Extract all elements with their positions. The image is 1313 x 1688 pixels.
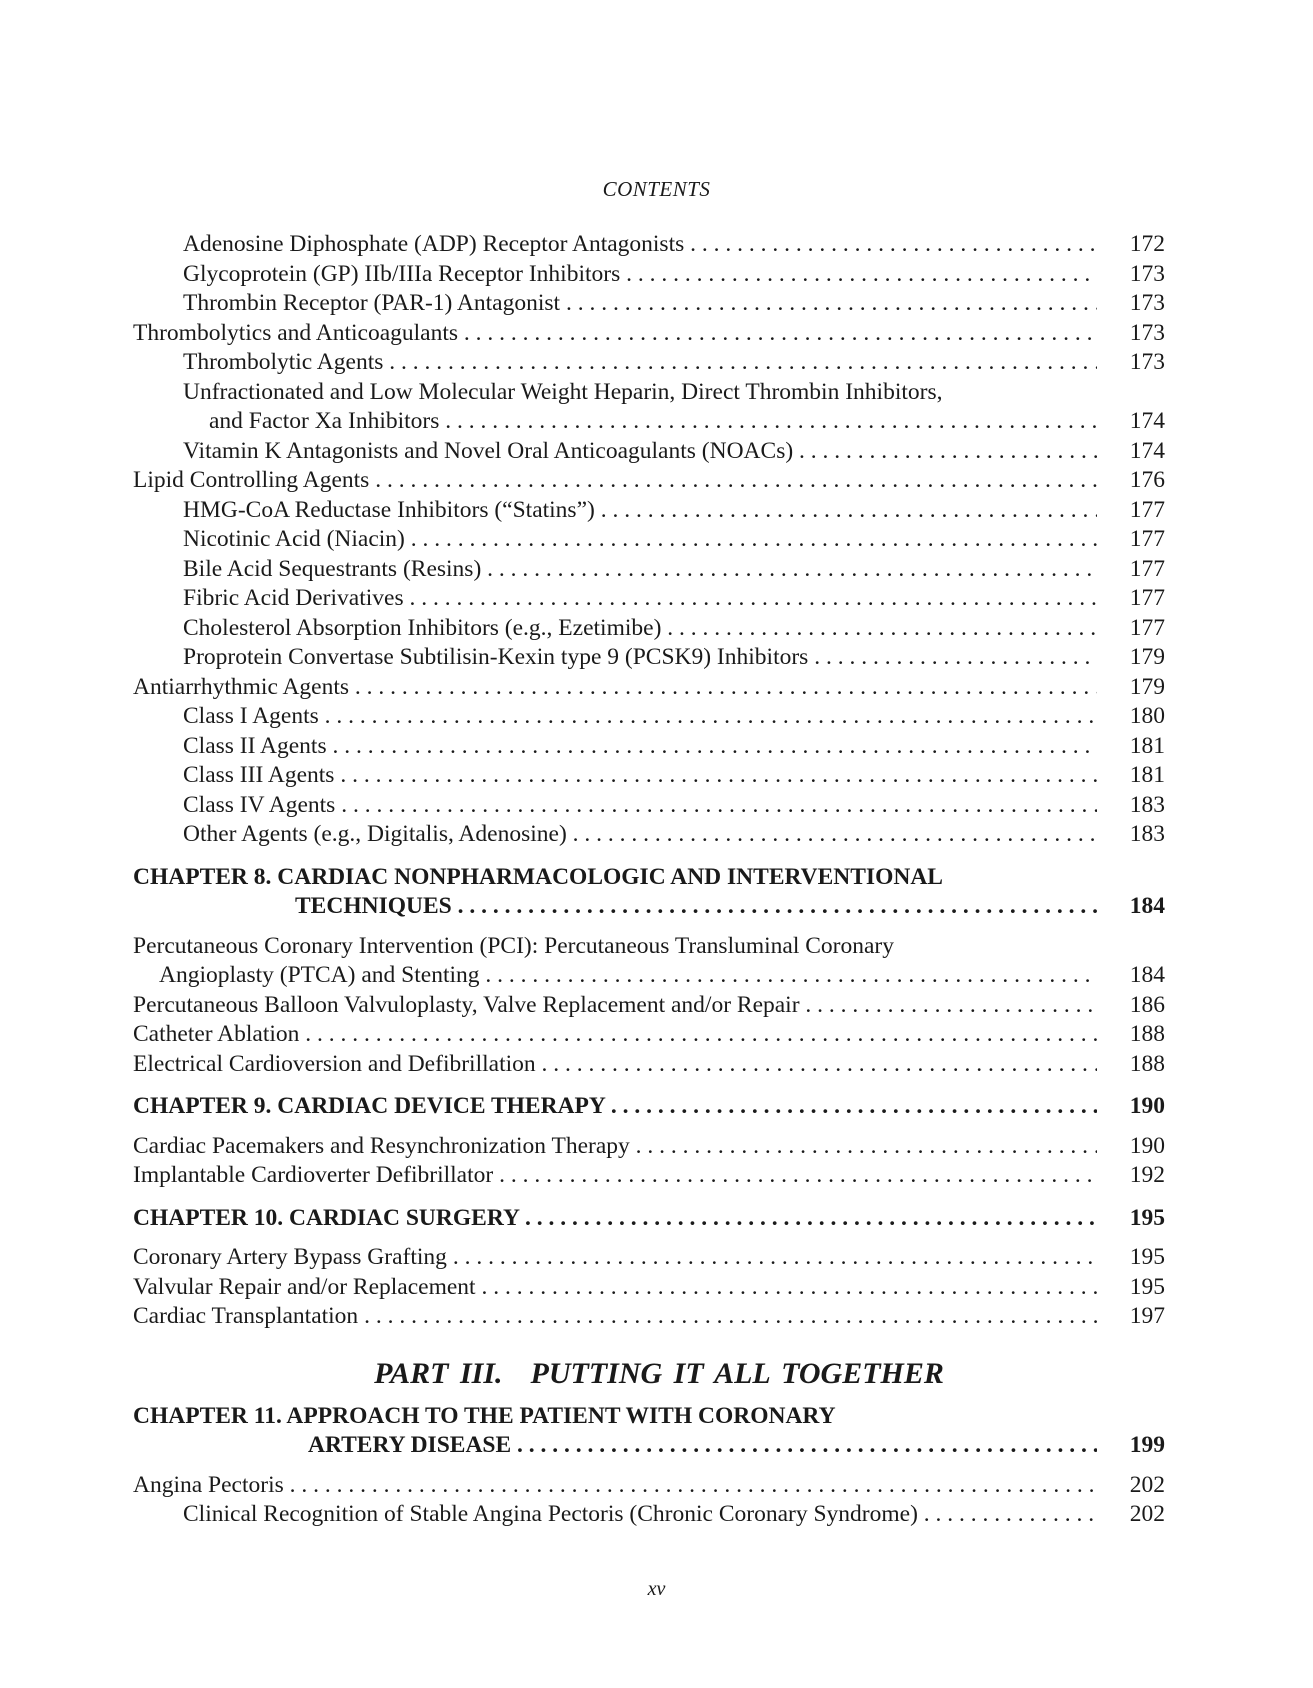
toc-entry-page: 188 xyxy=(1129,1021,1165,1047)
toc-entry xyxy=(133,230,1165,260)
toc-chapter-page: 190 xyxy=(1129,1093,1165,1119)
toc-entry-title: Clinical Recognition of Stable Angina Pectoris (Chronic Coronary Syndrome) . . . xyxy=(133,1500,1097,1530)
toc-chapter-page: 184 xyxy=(1129,893,1165,919)
toc-section xyxy=(133,466,1165,496)
toc-entry-page: 195 xyxy=(1129,1273,1165,1300)
toc-chapter-heading xyxy=(133,863,1165,893)
toc-entry-page: 202 xyxy=(1129,1471,1165,1498)
toc-entry xyxy=(133,407,1165,437)
toc-entry-title: and Factor Xa Inhibitors . . . xyxy=(133,407,1097,437)
toc-chapter-heading xyxy=(133,1204,1165,1234)
toc-entry-page: 179 xyxy=(1129,644,1165,670)
toc-section xyxy=(133,1132,1165,1162)
toc-entry-page: 176 xyxy=(1129,467,1165,493)
toc-entry-title: Glycoprotein (GP) IIb/IIIa Receptor Inhibitors . . . xyxy=(133,260,1097,290)
toc-entry-page: 192 xyxy=(1129,1162,1165,1188)
part-heading xyxy=(133,1352,1165,1396)
toc-entry xyxy=(133,525,1165,555)
toc-section xyxy=(133,673,1165,703)
toc-entry xyxy=(133,820,1165,850)
toc-entry-page: 177 xyxy=(1129,526,1165,552)
part-label: PART III. xyxy=(374,1356,503,1390)
toc-entry-page: 177 xyxy=(1129,555,1165,582)
toc-entry-title: Thrombolytic Agents . . . xyxy=(133,348,1097,378)
toc-entry xyxy=(133,555,1165,585)
toc-entry-page: 179 xyxy=(1129,673,1165,700)
toc-entry-page: 173 xyxy=(1129,260,1165,287)
toc-entry xyxy=(133,496,1165,526)
toc-entry-title: Electrical Cardioversion and Defibrillation . . . xyxy=(133,1050,1097,1080)
toc-chapter-title: ARTERY DISEASE . . . xyxy=(133,1431,1097,1461)
toc-section xyxy=(133,1302,1165,1332)
toc-entry-title: Antiarrhythmic Agents . . . xyxy=(133,673,1097,703)
toc-entry-title: Class II Agents . . . xyxy=(133,732,1097,762)
toc-entry xyxy=(133,702,1165,732)
toc-entry xyxy=(133,732,1165,762)
toc-entry-title: Cardiac Pacemakers and Resynchronization Therapy . . . xyxy=(133,1132,1097,1162)
toc-entry xyxy=(133,761,1165,791)
toc-chapter-heading xyxy=(133,1402,1165,1432)
toc-chapter-title: CHAPTER 9. CARDIAC DEVICE THERAPY . . . xyxy=(133,1092,1097,1122)
table-of-contents xyxy=(133,230,1165,1530)
toc-entry-page: 197 xyxy=(1129,1303,1165,1329)
toc-entry-title: Vitamin K Antagonists and Novel Oral Anticoagulants (NOACs) . . . xyxy=(133,437,1097,467)
toc-entry-title: Cholesterol Absorption Inhibitors (e.g., Ezetimibe) . . . xyxy=(133,614,1097,644)
toc-chapter-page: 199 xyxy=(1129,1432,1165,1458)
toc-section xyxy=(133,1161,1165,1191)
toc-entry-page: 183 xyxy=(1129,791,1165,818)
toc-entry-title: Adenosine Diphosphate (ADP) Receptor Antagonists . . . xyxy=(133,230,1097,260)
toc-entry-page: 173 xyxy=(1129,319,1165,346)
toc-entry-title: HMG-CoA Reductase Inhibitors (“Statins”) . . . xyxy=(133,496,1097,526)
toc-entry-page: 186 xyxy=(1129,991,1165,1018)
toc-entry-page: 195 xyxy=(1129,1244,1165,1270)
toc-entry-title: Coronary Artery Bypass Grafting . . . xyxy=(133,1243,1097,1273)
toc-entry-title: Fibric Acid Derivatives . . . xyxy=(133,584,1097,614)
toc-entry xyxy=(133,584,1165,614)
part-title: PUTTING IT ALL TOGETHER xyxy=(530,1356,944,1390)
toc-entry-title: Angina Pectoris . . . xyxy=(133,1471,1097,1501)
toc-entry-title: Catheter Ablation . . . xyxy=(133,1020,1097,1050)
toc-entry-page: 173 xyxy=(1129,290,1165,316)
toc-chapter-page: 195 xyxy=(1129,1204,1165,1231)
toc-entry-title: Thrombin Receptor (PAR-1) Antagonist . . . xyxy=(133,289,1097,319)
toc-entry-title: Cardiac Transplantation . . . xyxy=(133,1302,1097,1332)
toc-entry-title: Thrombolytics and Anticoagulants . . . xyxy=(133,319,1097,349)
toc-entry-title: Unfractionated and Low Molecular Weight Heparin, Direct Thrombin Inhibitors, xyxy=(183,378,943,405)
toc-section xyxy=(133,1050,1165,1080)
toc-section xyxy=(133,1471,1165,1501)
toc-section xyxy=(133,932,1165,962)
toc-entry xyxy=(133,437,1165,467)
toc-entry-title: Proprotein Convertase Subtilisin-Kexin type 9 (PCSK9) Inhibitors . . . xyxy=(133,643,1097,673)
toc-section xyxy=(133,1243,1165,1273)
toc-entry-page: 177 xyxy=(1129,496,1165,523)
toc-entry-page: 190 xyxy=(1129,1132,1165,1159)
toc-entry-page: 172 xyxy=(1129,231,1165,257)
toc-entry-title: Other Agents (e.g., Digitalis, Adenosine) . . . xyxy=(133,820,1097,850)
toc-chapter-heading xyxy=(133,892,1165,922)
toc-entry-title: Bile Acid Sequestrants (Resins) . . . xyxy=(133,555,1097,585)
toc-entry-page: 183 xyxy=(1129,821,1165,847)
toc-entry xyxy=(133,643,1165,673)
toc-entry-page: 174 xyxy=(1129,437,1165,464)
page-number: xv xyxy=(647,1578,666,1600)
toc-entry-title: Lipid Controlling Agents . . . xyxy=(133,466,1097,496)
toc-chapter-heading xyxy=(133,1092,1165,1122)
toc-entry-title: Class I Agents . . . xyxy=(133,702,1097,732)
toc-entry-page: 188 xyxy=(1129,1050,1165,1077)
toc-section xyxy=(133,1020,1165,1050)
toc-entry-title: Class III Agents . . . xyxy=(133,761,1097,791)
toc-entry-page: 202 xyxy=(1129,1501,1165,1527)
toc-entry-title: Class IV Agents . . . xyxy=(133,791,1097,821)
toc-entry-title: Nicotinic Acid (Niacin) . . . xyxy=(133,525,1097,555)
toc-entry-page: 177 xyxy=(1129,585,1165,611)
toc-entry-page: 180 xyxy=(1129,703,1165,729)
toc-entry-title: Angioplasty (PTCA) and Stenting . . . xyxy=(133,961,1097,991)
toc-entry-title: Valvular Repair and/or Replacement . . . xyxy=(133,1273,1097,1303)
toc-entry xyxy=(133,378,1165,408)
toc-section xyxy=(133,961,1165,991)
toc-entry xyxy=(133,614,1165,644)
toc-entry-title: Implantable Cardioverter Defibrillator . . . xyxy=(133,1161,1097,1191)
toc-entry xyxy=(133,260,1165,290)
running-head: CONTENTS xyxy=(602,177,711,201)
toc-section xyxy=(133,1273,1165,1303)
toc-chapter-title: CHAPTER 8. CARDIAC NONPHARMACOLOGIC AND INTERVENTIONAL xyxy=(133,863,943,890)
toc-entry xyxy=(133,348,1165,378)
toc-entry-page: 174 xyxy=(1129,408,1165,434)
toc-entry xyxy=(133,791,1165,821)
toc-entry xyxy=(133,1500,1165,1530)
toc-chapter-title: CHAPTER 11. APPROACH TO THE PATIENT WITH CORONARY xyxy=(133,1402,836,1429)
toc-chapter-heading xyxy=(133,1431,1165,1461)
toc-entry-page: 181 xyxy=(1129,762,1165,788)
toc-entry-page: 177 xyxy=(1129,614,1165,641)
toc-entry-page: 184 xyxy=(1129,962,1165,988)
toc-section xyxy=(133,991,1165,1021)
toc-entry-page: 181 xyxy=(1129,732,1165,759)
toc-entry-title: Percutaneous Balloon Valvuloplasty, Valve Replacement and/or Repair . . . xyxy=(133,991,1097,1021)
toc-chapter-title: TECHNIQUES . . . xyxy=(133,892,1097,922)
toc-entry-page: 173 xyxy=(1129,349,1165,375)
toc-entry-title: Percutaneous Coronary Intervention (PCI): Percutaneous Transluminal Coronary xyxy=(133,932,894,959)
toc-chapter-title: CHAPTER 10. CARDIAC SURGERY . . . xyxy=(133,1204,1097,1234)
toc-section xyxy=(133,319,1165,349)
toc-entry xyxy=(133,289,1165,319)
